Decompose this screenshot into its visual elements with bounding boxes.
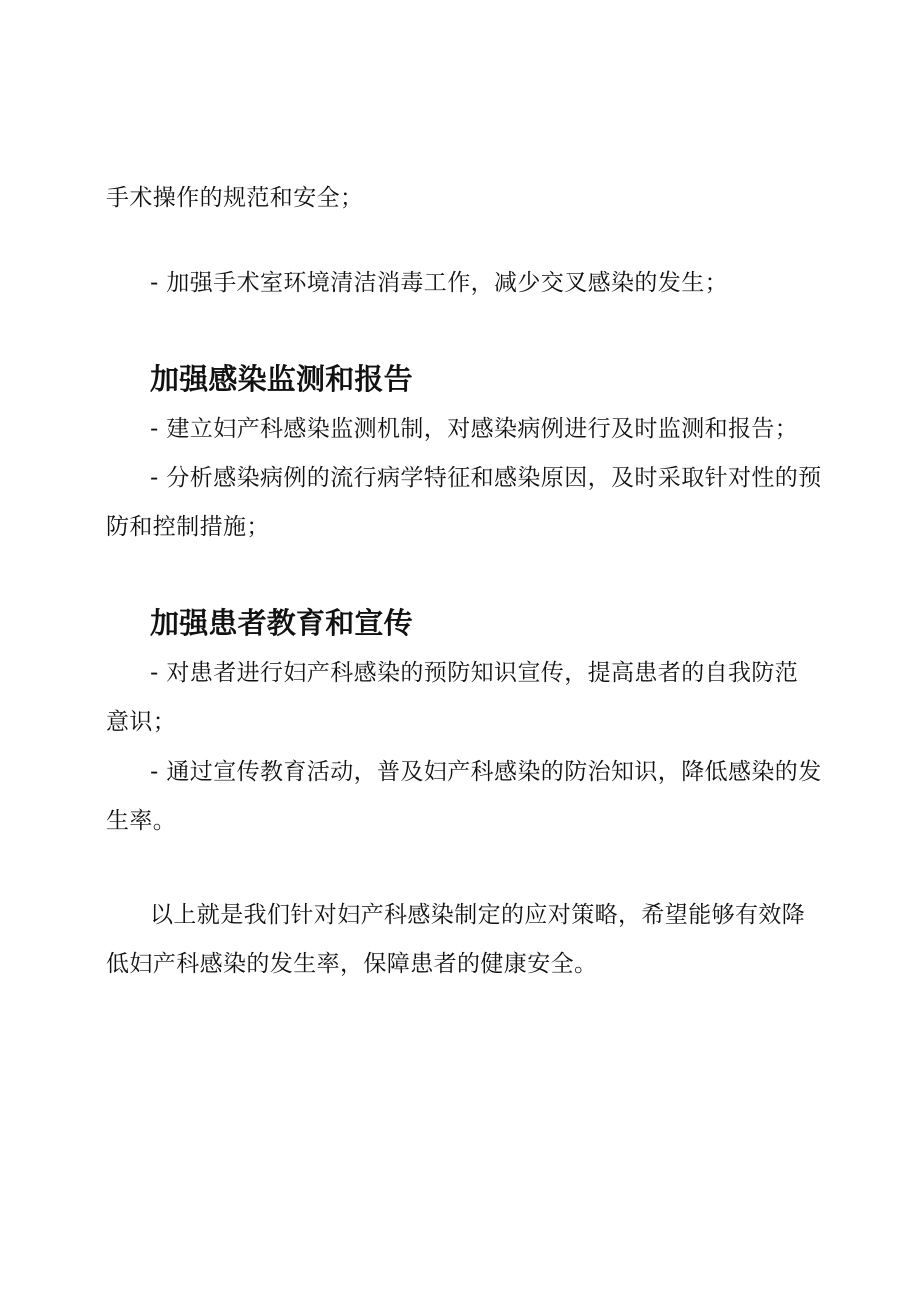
bullet-prevention-publicity-continued: 意识；	[106, 709, 177, 735]
section-heading-education: 加强患者教育和宣传	[150, 606, 413, 640]
bullet-prevention-publicity: - 对患者进行妇产科感染的预防知识宣传，提高患者的自我防范	[150, 660, 799, 686]
bullet-education-activities: - 通过宣传教育活动，普及妇产科感染的防治知识，降低感染的发	[150, 759, 822, 785]
section-heading-monitoring: 加强感染监测和报告	[150, 362, 413, 396]
intro-line: 手术操作的规范和安全；	[106, 185, 364, 211]
conclusion-line-1: 以上就是我们针对妇产科感染制定的应对策略，希望能够有效降	[150, 902, 806, 928]
conclusion-line-2: 低妇产科感染的发生率，保障患者的健康安全。	[106, 951, 598, 977]
bullet-infection-analysis: - 分析感染病例的流行病学特征和感染原因，及时采取针对性的预	[150, 465, 822, 491]
bullet-monitoring-mechanism: - 建立妇产科感染监测机制，对感染病例进行及时监测和报告；	[150, 416, 799, 442]
bullet-education-activities-continued: 生率。	[106, 808, 177, 834]
bullet-surgery-cleaning: - 加强手术室环境清洁消毒工作，减少交叉感染的发生；	[150, 270, 729, 296]
bullet-infection-analysis-continued: 防和控制措施；	[106, 514, 270, 540]
